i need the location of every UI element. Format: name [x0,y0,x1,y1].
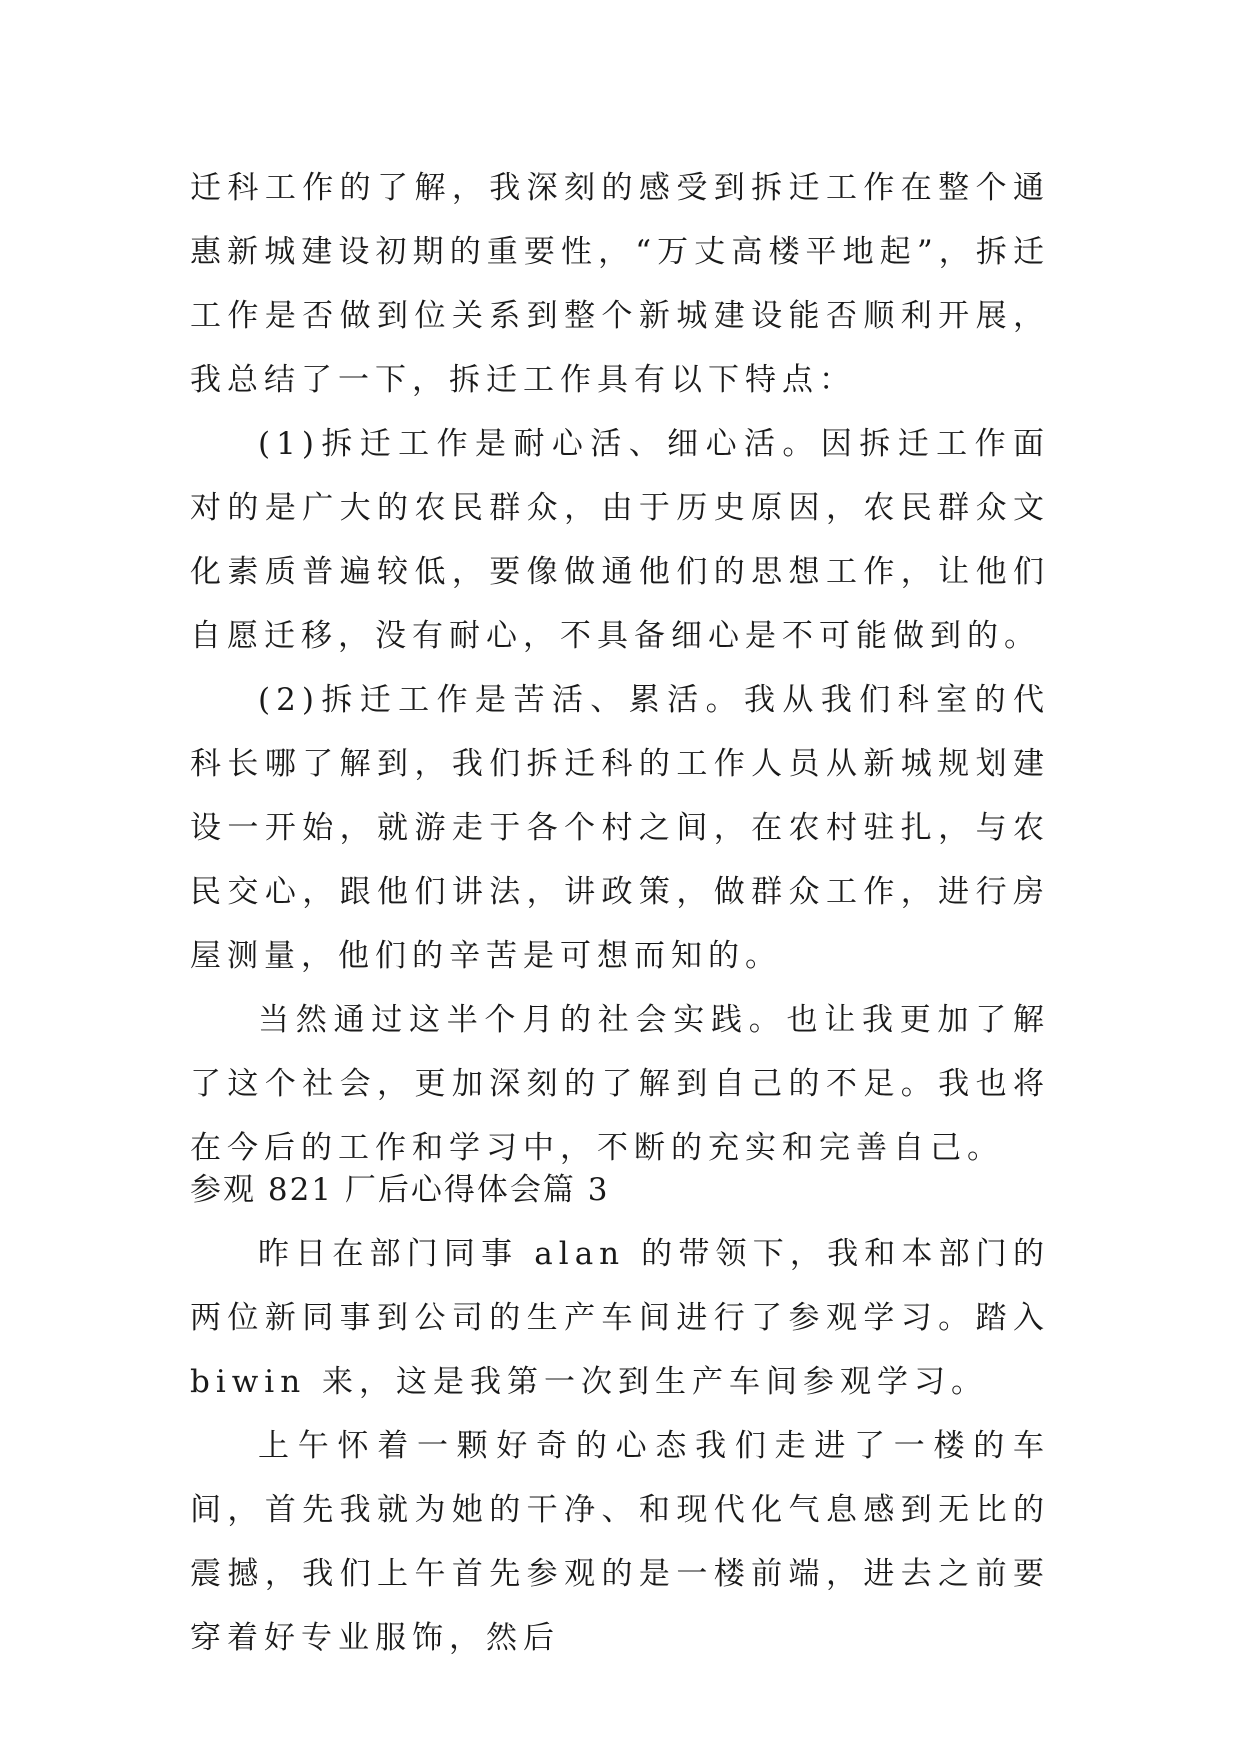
body-text-lower [190,1158,1050,1670]
paragraph-workshop-visit: 上午怀着一颗好奇的心态我们走进了一楼的车间，首先我就为她的干净、和现代化气息感到无比的震撼，我们上午首先参观的是一楼前端，进去之前要穿着好专业服饰，然后 [190,1428,1050,1656]
paragraph-conclusion: 当然通过这半个月的社会实践。也让我更加了解了这个社会，更加深刻的了解到自己的不足。我也将在今后的工作和学习中，不断的充实和完善自己。 [190,1002,1050,1166]
paragraph-point-2: (2)拆迁工作是苦活、累活。我从我们科室的代科长哪了解到，我们拆迁科的工作人员从新城规划建设一开始，就游走于各个村之间，在农村驻扎，与农民交心，跟他们讲法，讲政策，做群众工作，进行房屋测量，他们的辛苦是可想而知的。 [190,682,1050,974]
section-heading: 参观 821 厂后心得体会篇 3 [190,1172,610,1208]
paragraph-visit-intro: 昨日在部门同事 alan 的带领下，我和本部门的两位新同事到公司的生产车间进行了参观学习。踏入 biwin 来，这是我第一次到生产车间参观学习。 [190,1236,1050,1400]
paragraph-demolition-intro: 迁科工作的了解，我深刻的感受到拆迁工作在整个通惠新城建设初期的重要性，“万丈高楼平地起”，拆迁工作是否做到位关系到整个新城建设能否顺利开展，我总结了一下，拆迁工作具有以下特点： [190,170,1050,398]
paragraph-point-1: (1)拆迁工作是耐心活、细心活。因拆迁工作面对的是广大的农民群众，由于历史原因，农民群众文化素质普遍较低，要像做通他们的思想工作，让他们自愿迁移，没有耐心，不具备细心是不可能做到的。 [190,426,1050,654]
body-text-upper [190,156,1050,1180]
